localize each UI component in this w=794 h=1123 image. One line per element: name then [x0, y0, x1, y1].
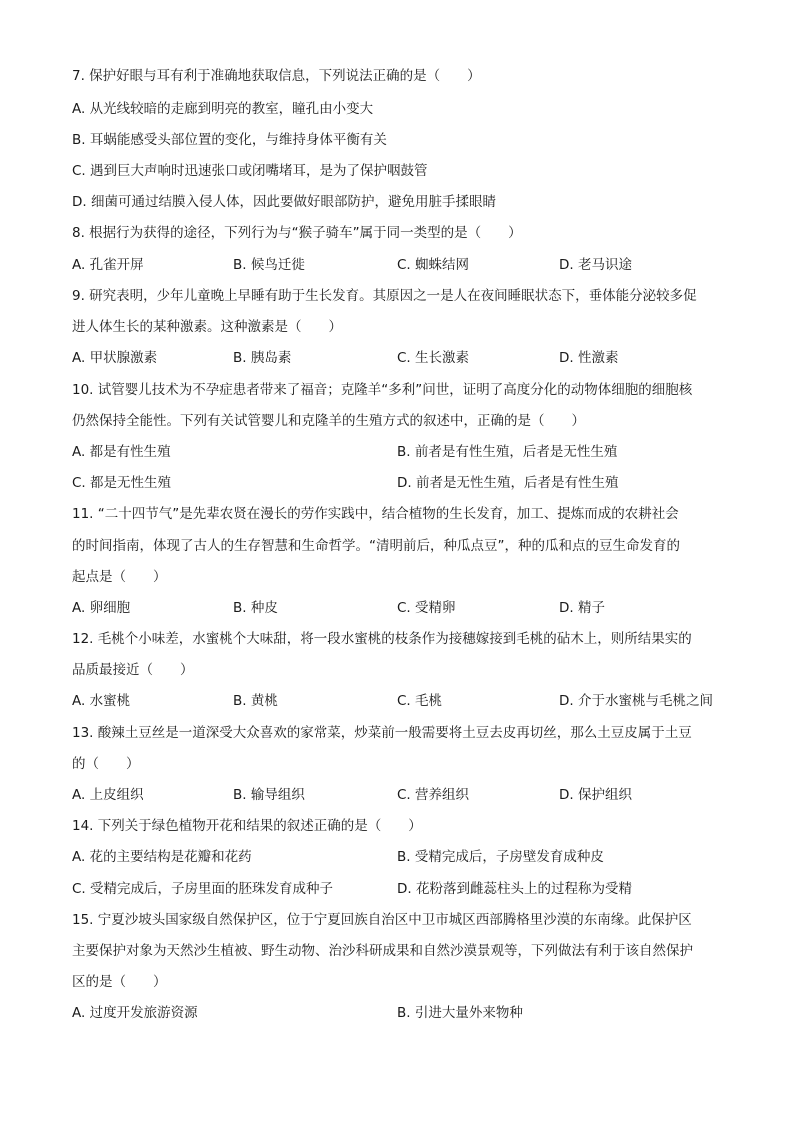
- question-8-option-d: D. 老马识途: [559, 257, 632, 273]
- question-11-option-d: D. 精子: [559, 600, 605, 616]
- question-7-option-b: B. 耳蜗能感受头部位置的变化，与维持身体平衡有关: [72, 132, 387, 148]
- question-7-option-d: D. 细菌可通过结膜入侵人体，因此要做好眼部防护，避免用脏手揉眼睛: [72, 194, 496, 210]
- question-10-option-c: C. 都是无性生殖: [72, 475, 172, 491]
- question-14-option-b: B. 受精完成后，子房壁发育成种皮: [397, 849, 604, 865]
- question-9-option-b: B. 胰岛素: [233, 350, 292, 366]
- question-10-stem-line-1: 10. 试管婴儿技术为不孕症患者带来了福音；克隆羊“多利”问世，证明了高度分化的动物体细胞的细胞核: [72, 382, 693, 398]
- question-13-option-c: C. 营养组织: [397, 787, 470, 803]
- question-11-option-c: C. 受精卵: [397, 600, 456, 616]
- question-13-option-a: A. 上皮组织: [72, 787, 144, 803]
- question-14-stem: 14. 下列关于绿色植物开花和结果的叙述正确的是（ ）: [72, 818, 422, 834]
- question-13-option-d: D. 保护组织: [559, 787, 632, 803]
- question-11-stem-line-3: 起点是（ ）: [72, 569, 167, 585]
- question-12-stem-line-1: 12. 毛桃个小味差，水蜜桃个大味甜，将一段水蜜桃的枝条作为接穗嫁接到毛桃的砧木上，则所结果实的: [72, 631, 692, 647]
- question-7-stem: 7. 保护好眼与耳有利于准确地获取信息，下列说法正确的是（ ）: [72, 68, 481, 84]
- question-11-stem-line-2: 的时间指南，体现了古人的生存智慧和生命哲学。“清明前后，种瓜点豆”，种的瓜和点的豆生命发育的: [72, 538, 680, 554]
- question-15-stem-line-1: 15. 宁夏沙坡头国家级自然保护区，位于宁夏回族自治区中卫市城区西部腾格里沙漠的东南缘。此保护区: [72, 912, 692, 928]
- question-14-option-a: A. 花的主要结构是花瓣和花药: [72, 849, 252, 865]
- question-7-option-c: C. 遇到巨大声响时迅速张口或闭嘴堵耳，是为了保护咽鼓管: [72, 163, 428, 179]
- question-12-option-d: D. 介于水蜜桃与毛桃之间: [559, 693, 713, 709]
- question-10-option-b: B. 前者是有性生殖，后者是无性生殖: [397, 444, 618, 460]
- question-12-stem-line-2: 品质最接近（ ）: [72, 662, 194, 678]
- question-9-option-a: A. 甲状腺激素: [72, 350, 158, 366]
- question-11-option-b: B. 种皮: [233, 600, 278, 616]
- question-9-option-c: C. 生长激素: [397, 350, 470, 366]
- question-13-option-b: B. 输导组织: [233, 787, 305, 803]
- question-15-stem-line-2: 主要保护对象为天然沙生植被、野生动物、治沙科研成果和自然沙漠景观等，下列做法有利于该自然保护: [72, 943, 693, 959]
- question-12-option-b: B. 黄桃: [233, 693, 278, 709]
- question-10-stem-line-2: 仍然保持全能性。下列有关试管婴儿和克隆羊的生殖方式的叙述中，正确的是（ ）: [72, 413, 585, 429]
- question-15-option-b: B. 引进大量外来物种: [397, 1005, 523, 1021]
- question-7-option-a: A. 从光线较暗的走廊到明亮的教室，瞳孔由小变大: [72, 101, 374, 117]
- question-14-option-d: D. 花粉落到雌蕊柱头上的过程称为受精: [397, 881, 632, 897]
- question-8-option-b: B. 候鸟迁徙: [233, 257, 305, 273]
- question-9-option-d: D. 性激素: [559, 350, 619, 366]
- question-8-stem: 8. 根据行为获得的途径，下列行为与“猴子骑车”属于同一类型的是（ ）: [72, 225, 522, 241]
- question-8-option-c: C. 蜘蛛结网: [397, 257, 470, 273]
- question-12-option-a: A. 水蜜桃: [72, 693, 131, 709]
- question-11-stem-line-1: 11. “二十四节气”是先辈农贤在漫长的劳作实践中，结合植物的生长发育，加工、提炼而成的农耕社会: [72, 506, 679, 522]
- question-12-option-c: C. 毛桃: [397, 693, 443, 709]
- question-14-option-c: C. 受精完成后，子房里面的胚珠发育成种子: [72, 881, 334, 897]
- question-13-stem-line-2: 的（ ）: [72, 756, 140, 772]
- question-13-stem-line-1: 13. 酸辣土豆丝是一道深受大众喜欢的家常菜，炒菜前一般需要将土豆去皮再切丝，那么土豆皮属于土豆: [72, 725, 692, 741]
- question-10-option-d: D. 前者是无性生殖，后者是有性生殖: [397, 475, 619, 491]
- question-9-stem-line-2: 进人体生长的某种激素。这种激素是（ ）: [72, 319, 342, 335]
- question-9-stem-line-1: 9. 研究表明，少年儿童晚上早睡有助于生长发育。其原因之一是人在夜间睡眠状态下，垂体能分泌较多促: [72, 288, 697, 304]
- question-8-option-a: A. 孔雀开屏: [72, 257, 144, 273]
- question-15-stem-line-3: 区的是（ ）: [72, 974, 167, 990]
- question-10-option-a: A. 都是有性生殖: [72, 444, 171, 460]
- question-15-option-a: A. 过度开发旅游资源: [72, 1005, 198, 1021]
- question-11-option-a: A. 卵细胞: [72, 600, 131, 616]
